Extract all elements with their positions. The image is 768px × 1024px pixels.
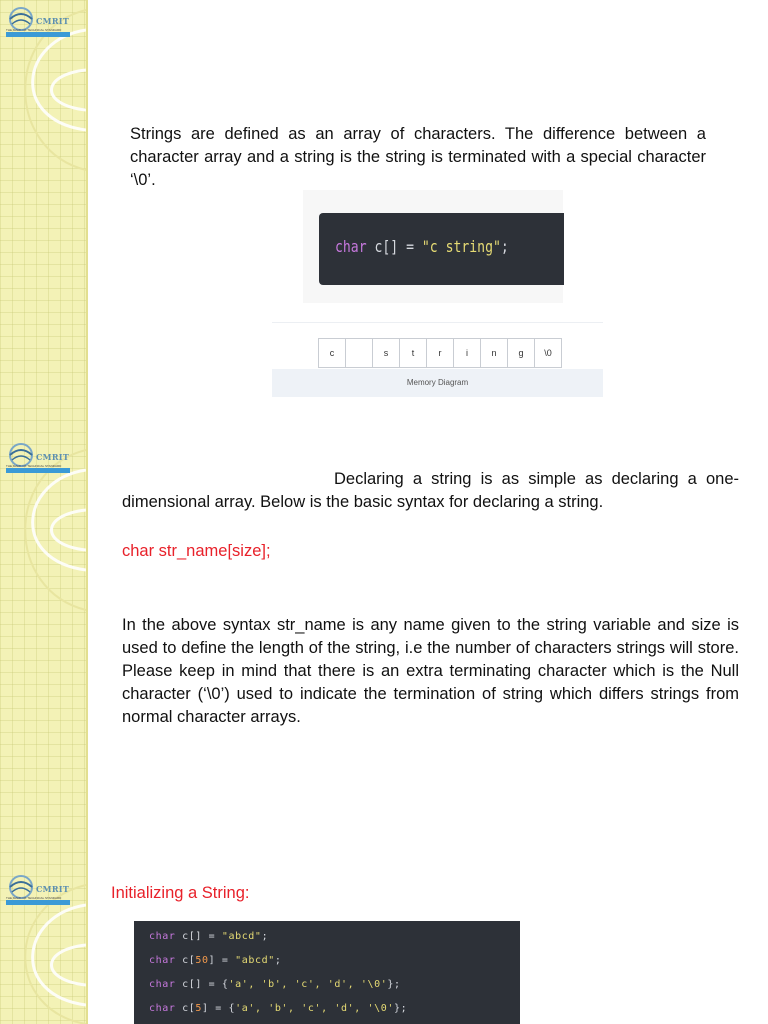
memory-cell: t bbox=[399, 338, 427, 368]
code-text: c[ bbox=[175, 1003, 196, 1014]
code-text: c[ bbox=[175, 955, 196, 966]
code-text: ] = { bbox=[201, 1003, 236, 1014]
memory-diagram bbox=[272, 322, 603, 397]
college-logo bbox=[2, 872, 76, 912]
memory-cell: i bbox=[453, 338, 481, 368]
decorative-sidebar bbox=[0, 0, 88, 1024]
syntax-example: char str_name[size]; bbox=[122, 542, 271, 560]
decorative-arcs bbox=[0, 0, 86, 1024]
initialization-code-block bbox=[134, 921, 520, 1024]
logo-band bbox=[6, 900, 70, 905]
code-declaration: c[] = bbox=[366, 237, 422, 256]
code-keyword: char bbox=[149, 1003, 176, 1014]
code-string: 'a', 'b', 'c', 'd', '\0' bbox=[228, 979, 388, 990]
code-keyword: char bbox=[149, 931, 176, 942]
code-terminator: }; bbox=[387, 979, 401, 990]
code-string: "abcd" bbox=[221, 931, 262, 942]
memory-cell: g bbox=[507, 338, 535, 368]
code-terminator: ; bbox=[274, 955, 282, 966]
memory-cell: r bbox=[426, 338, 454, 368]
code-example-panel bbox=[303, 190, 563, 303]
logo-tagline: THE MARK OF TECHNICAL STANDARD bbox=[6, 464, 62, 468]
memory-cell bbox=[345, 338, 373, 368]
code-terminator: }; bbox=[394, 1003, 408, 1014]
code-block bbox=[319, 213, 564, 285]
memory-cell: \0 bbox=[534, 338, 562, 368]
code-string: "c string" bbox=[421, 237, 501, 256]
caption-bar bbox=[272, 369, 603, 397]
college-logo bbox=[2, 4, 76, 44]
code-line bbox=[149, 931, 268, 942]
code-keyword: char bbox=[149, 955, 176, 966]
code-keyword: char bbox=[149, 979, 176, 990]
logo-band bbox=[6, 468, 70, 473]
logo-tagline: THE MARK OF TECHNICAL STANDARD bbox=[6, 28, 62, 32]
code-keyword: char bbox=[335, 237, 367, 256]
code-text: c[] = bbox=[175, 931, 222, 942]
code-terminator: ; bbox=[261, 931, 269, 942]
code-text: c[] = { bbox=[175, 979, 229, 990]
code-line bbox=[149, 955, 281, 966]
memory-cell: s bbox=[372, 338, 400, 368]
declaration-paragraph: Declaring a string is as simple as declaring a one-dimensional array. Below is the basic syntax for declaring a string. bbox=[122, 470, 739, 511]
code-text: ] = bbox=[208, 955, 236, 966]
code-terminator: ; bbox=[500, 237, 509, 256]
code-number: 5 bbox=[195, 1003, 202, 1014]
intro-paragraph: Strings are defined as an array of characters. The difference between a character array and a string is the string is terminated with a special character ‘\0’. bbox=[130, 125, 706, 189]
memory-cell: n bbox=[480, 338, 508, 368]
code-line bbox=[149, 1003, 407, 1014]
college-logo bbox=[2, 440, 76, 480]
logo-tagline: THE MARK OF TECHNICAL STANDARD bbox=[6, 896, 62, 900]
code-line bbox=[149, 979, 401, 990]
memory-cell: c bbox=[318, 338, 346, 368]
code-string: 'a', 'b', 'c', 'd', '\0' bbox=[235, 1003, 394, 1014]
code-string: "abcd" bbox=[235, 955, 275, 966]
logo-text: CMRIT bbox=[36, 452, 70, 462]
logo-text: CMRIT bbox=[36, 884, 70, 894]
code-line bbox=[335, 237, 509, 256]
memory-diagram-caption: Memory Diagram bbox=[406, 378, 469, 387]
explanation-paragraph: In the above syntax str_name is any name given to the string variable and size is used to define the length of the string, i.e the number of characters strings will store. Please keep in mind that there is an extra terminating character which is the Null character (‘\0’) used to indicate the termination of string which differs strings from normal character arrays. bbox=[122, 616, 739, 726]
section-heading: Initializing a String: bbox=[111, 884, 250, 902]
memory-cells bbox=[319, 338, 562, 368]
code-number: 50 bbox=[195, 955, 209, 966]
logo-band bbox=[6, 32, 70, 37]
logo-text: CMRIT bbox=[36, 16, 70, 26]
